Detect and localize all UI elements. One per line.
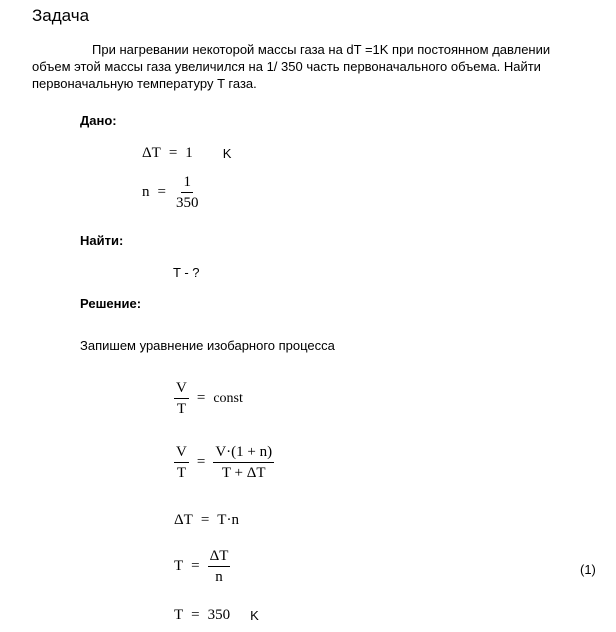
result-value: 350 (207, 607, 231, 623)
problem-line-2: объем этой массы газа увеличился на 1/ 350 часть первоначального объема. Найти (32, 59, 541, 74)
problem-line-1: При нагревании некоторой массы газа на dT =1K при постоянном давлении (92, 42, 551, 57)
equation-3: ΔT = T·n (174, 512, 239, 528)
equation-4: T = $\frac{\Delta T}{n}$ (174, 548, 229, 585)
equals-sign: = (196, 454, 206, 470)
given-delta-t (142, 145, 231, 162)
delta-t-unit: K (222, 146, 232, 161)
equals-sign: = (196, 390, 206, 406)
find-heading: Найти: (80, 233, 124, 248)
given-n (142, 174, 200, 211)
equation-1 (174, 380, 243, 417)
n-numerator: 1 (181, 174, 193, 193)
equals-sign: = (168, 145, 178, 161)
equals-sign: = (157, 184, 166, 200)
page-title: Задача (32, 6, 90, 25)
delta-t-symbol: ΔT (142, 145, 161, 161)
find-item: T - ? (173, 265, 200, 280)
expanded-fraction: $\frac{V\cdot(1 + n)}{T + \Delta T}$ (215, 444, 273, 481)
solution-heading: Решение: (80, 296, 142, 311)
delta-t-value: 1 (185, 145, 193, 161)
result-unit: K (250, 608, 259, 623)
n-fraction (174, 174, 201, 211)
v-over-t-fraction: $\frac{V}{T}$ (176, 444, 187, 481)
equals-sign: = (200, 512, 210, 528)
equation-2 (174, 444, 274, 481)
delta-t-over-n-fraction: $\frac{\Delta T}{n}$ (209, 548, 229, 585)
n-symbol: n (142, 184, 150, 200)
equation-number: (1) (580, 562, 596, 577)
const-text: const (213, 390, 243, 406)
equation-5: T = 350 K (174, 607, 259, 623)
solution-intro: Запишем уравнение изобарного процесса (80, 338, 335, 353)
problem-line-3: первоначальную температуру T газа. (32, 76, 257, 91)
v-over-t-fraction: $\frac{V}{T}$ (176, 380, 187, 417)
n-denominator: 350 (175, 195, 199, 211)
given-heading: Дано: (80, 113, 117, 128)
equals-sign: = (191, 558, 200, 574)
equals-sign: = (191, 607, 200, 623)
